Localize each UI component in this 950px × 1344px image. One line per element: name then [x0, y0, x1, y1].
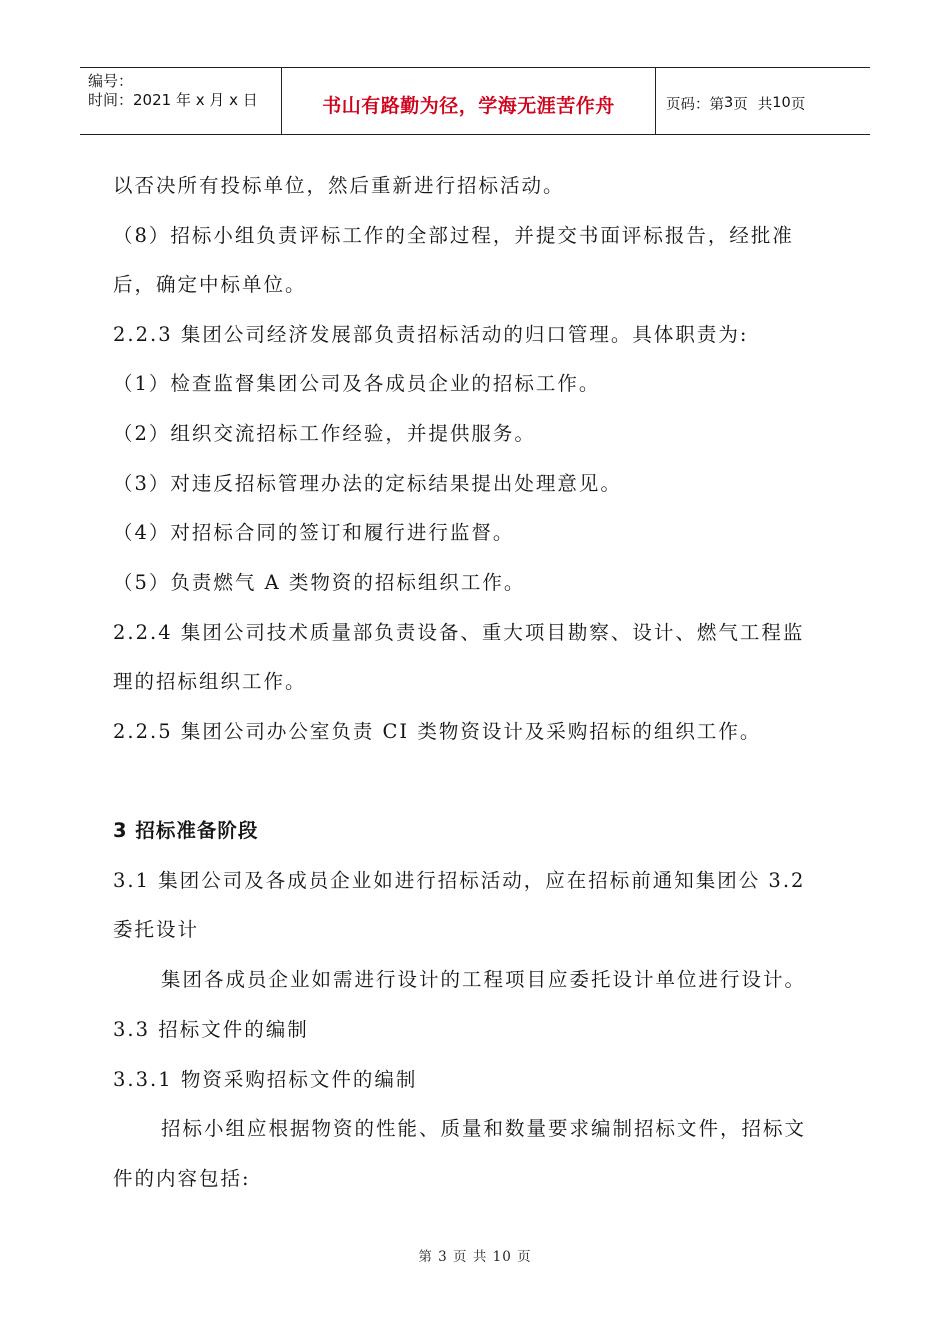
- page-code-prefix: 页码：第: [666, 96, 724, 113]
- body-line: 后，确定中标单位。: [113, 273, 307, 296]
- body-line: （3）对违反招标管理办法的定标结果提出处理意见。: [113, 472, 622, 495]
- page-footer: 第 3 页 共 10 页: [418, 1249, 532, 1265]
- section-line: 委托设计: [113, 918, 200, 941]
- page-total-prefix: 共: [757, 96, 773, 113]
- header-meta: [80, 68, 282, 134]
- header-page-code: [656, 68, 870, 134]
- body-line: （5）负责燃气 A 类物资的招标组织工作。: [113, 571, 526, 594]
- body-line: 以否决所有投标单位，然后重新进行招标活动。: [113, 174, 565, 197]
- section-line: 招标小组应根据物资的性能、质量和数量要求编制招标文件，招标文: [161, 1117, 807, 1140]
- section-line: 集团各成员企业如需进行设计的工程项目应委托设计单位进行设计。: [161, 968, 807, 991]
- body-line: 2.2.3 集团公司经济发展部负责招标活动的归口管理。具体职责为:: [113, 323, 749, 346]
- section-line: 件的内容包括:: [113, 1167, 251, 1190]
- section-line: 3.1 集团公司及各成员企业如进行招标活动，应在招标前通知集团公 3.2: [113, 869, 806, 892]
- header-motto: 书山有路勤为径，学海无涯苦作舟: [282, 68, 656, 134]
- body-line: （4）对招标合同的签订和履行进行监督。: [113, 521, 515, 544]
- header-number-label: 编号：: [88, 72, 134, 90]
- body-line: （1）检查监督集团公司及各成员企业的招标工作。: [113, 372, 601, 395]
- page-suffix: 页: [790, 96, 806, 113]
- page-mid: 页: [733, 96, 748, 113]
- section-heading: 3 招标准备阶段: [113, 819, 259, 842]
- body-line: 2.2.5 集团公司办公室负责 CI 类物资设计及采购招标的组织工作。: [113, 720, 762, 743]
- body-line: 2.2.4 集团公司技术质量部负责设备、重大项目勘察、设计、燃气工程监: [113, 621, 805, 644]
- page-current: 3: [724, 95, 734, 111]
- header-time-label: 时间：2021 年 x 月 x 日: [88, 91, 258, 109]
- body-line: （8）招标小组负责评标工作的全部过程，并提交书面评标报告，经批准: [113, 224, 794, 247]
- body-line: 理的招标组织工作。: [113, 670, 307, 693]
- page-total: 10: [772, 95, 791, 111]
- body-line: （2）组织交流招标工作经验，并提供服务。: [113, 422, 536, 445]
- section-line: 3.3 招标文件的编制: [113, 1018, 309, 1041]
- section-line: 3.3.1 物资采购招标文件的编制: [113, 1068, 418, 1091]
- document-header: [80, 67, 870, 135]
